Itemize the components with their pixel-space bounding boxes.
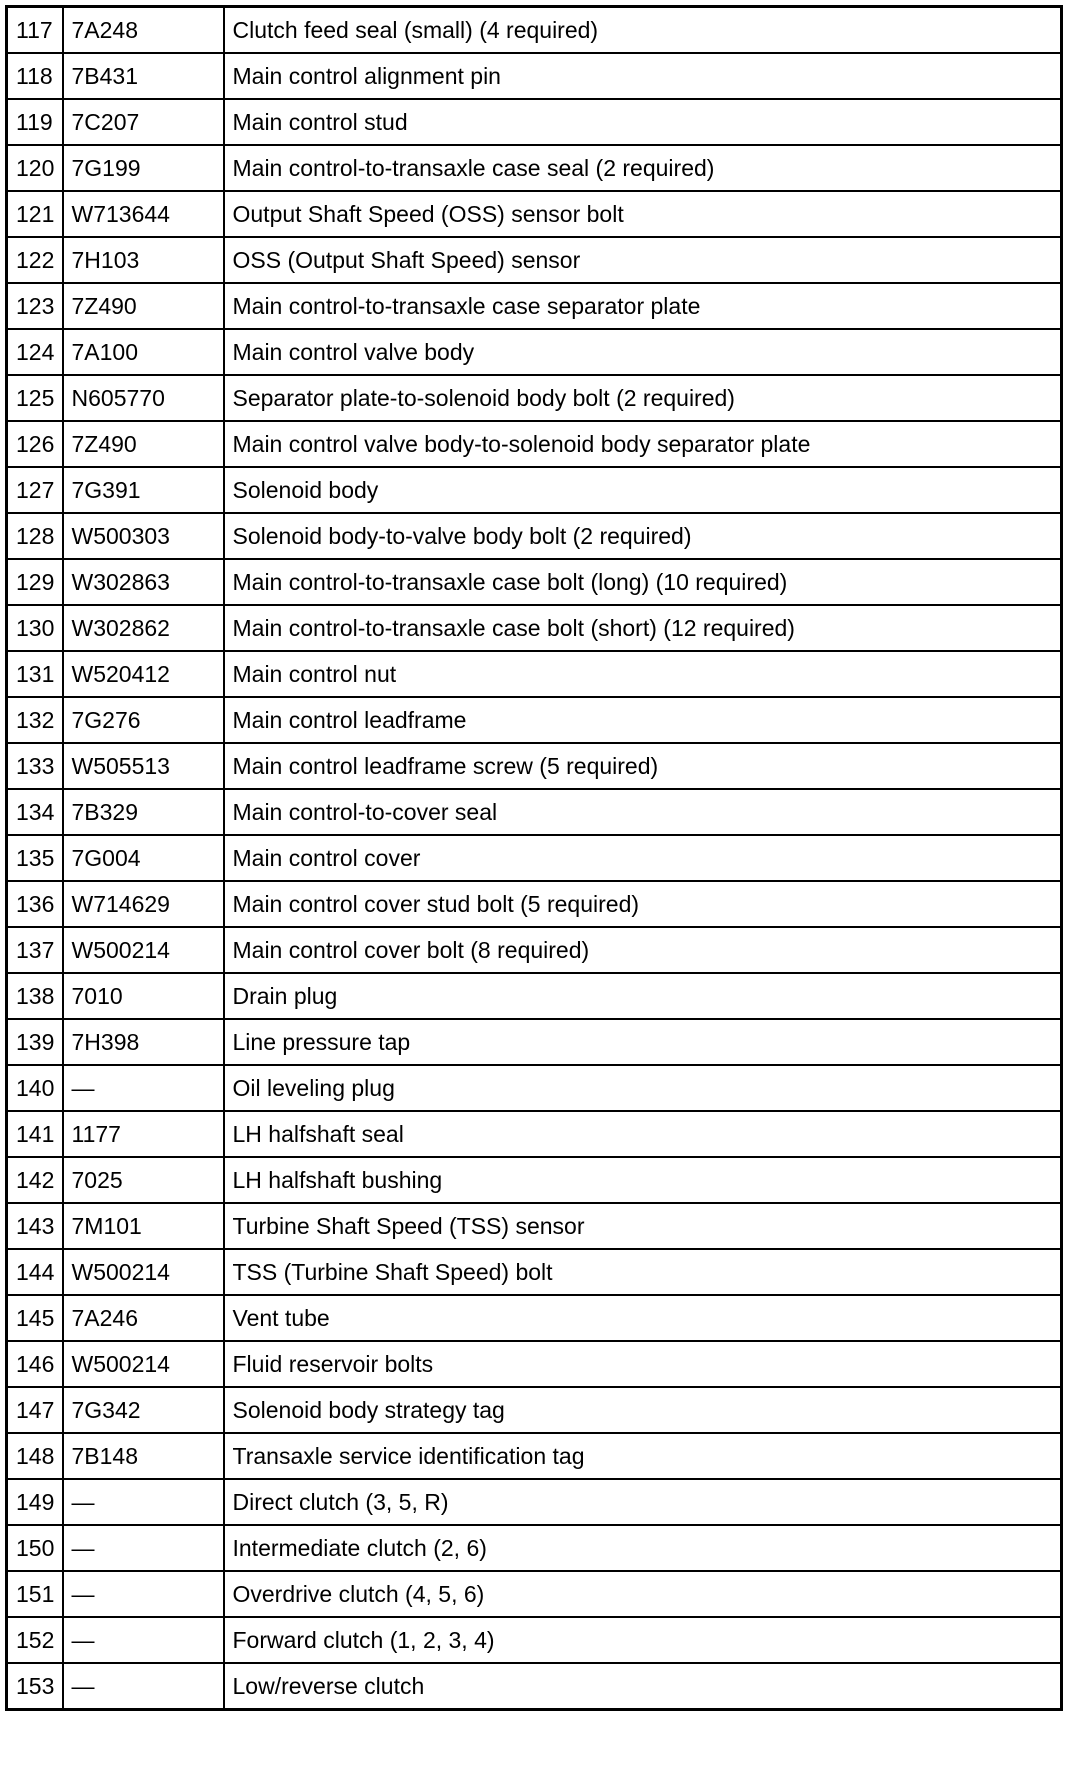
part-number-cell: 7H398 (63, 1019, 224, 1065)
description-cell: Main control-to-transaxle case bolt (short) (12 required) (224, 605, 1062, 651)
description-cell: Fluid reservoir bolts (224, 1341, 1062, 1387)
part-number-cell: 7025 (63, 1157, 224, 1203)
item-number-cell: 133 (7, 743, 63, 789)
description-cell: Intermediate clutch (2, 6) (224, 1525, 1062, 1571)
table-row (7, 1341, 1062, 1387)
description-cell: Forward clutch (1, 2, 3, 4) (224, 1617, 1062, 1663)
description-cell: Line pressure tap (224, 1019, 1062, 1065)
description-cell: OSS (Output Shaft Speed) sensor (224, 237, 1062, 283)
part-number-cell: — (63, 1617, 224, 1663)
item-number-cell: 148 (7, 1433, 63, 1479)
table-row (7, 973, 1062, 1019)
table-row (7, 329, 1062, 375)
table-row (7, 927, 1062, 973)
table-row (7, 237, 1062, 283)
item-number-cell: 134 (7, 789, 63, 835)
table-row (7, 1157, 1062, 1203)
part-number-cell: 7Z490 (63, 283, 224, 329)
description-cell: LH halfshaft seal (224, 1111, 1062, 1157)
item-number-cell: 120 (7, 145, 63, 191)
part-number-cell: W520412 (63, 651, 224, 697)
description-cell: Main control leadframe (224, 697, 1062, 743)
part-number-cell: — (63, 1065, 224, 1111)
description-cell: Separator plate-to-solenoid body bolt (2 required) (224, 375, 1062, 421)
part-number-cell: 7G391 (63, 467, 224, 513)
item-number-cell: 143 (7, 1203, 63, 1249)
part-number-cell: W505513 (63, 743, 224, 789)
item-number-cell: 128 (7, 513, 63, 559)
table-row (7, 1111, 1062, 1157)
description-cell: Main control valve body (224, 329, 1062, 375)
description-cell: Overdrive clutch (4, 5, 6) (224, 1571, 1062, 1617)
part-number-cell: 1177 (63, 1111, 224, 1157)
part-number-cell: 7G199 (63, 145, 224, 191)
item-number-cell: 151 (7, 1571, 63, 1617)
item-number-cell: 122 (7, 237, 63, 283)
item-number-cell: 125 (7, 375, 63, 421)
item-number-cell: 127 (7, 467, 63, 513)
table-row (7, 835, 1062, 881)
table-row (7, 1663, 1062, 1710)
description-cell: Main control cover (224, 835, 1062, 881)
item-number-cell: 124 (7, 329, 63, 375)
table-row (7, 1387, 1062, 1433)
part-number-cell: — (63, 1571, 224, 1617)
table-row (7, 1479, 1062, 1525)
item-number-cell: 142 (7, 1157, 63, 1203)
table-row (7, 1065, 1062, 1111)
part-number-cell: — (63, 1479, 224, 1525)
item-number-cell: 131 (7, 651, 63, 697)
description-cell: Main control nut (224, 651, 1062, 697)
description-cell: Main control cover bolt (8 required) (224, 927, 1062, 973)
part-number-cell: W500214 (63, 1249, 224, 1295)
table-row (7, 375, 1062, 421)
description-cell: Main control stud (224, 99, 1062, 145)
description-cell: Main control valve body-to-solenoid body separator plate (224, 421, 1062, 467)
item-number-cell: 141 (7, 1111, 63, 1157)
item-number-cell: 117 (7, 7, 63, 54)
item-number-cell: 132 (7, 697, 63, 743)
description-cell: Solenoid body (224, 467, 1062, 513)
item-number-cell: 147 (7, 1387, 63, 1433)
part-number-cell: W500214 (63, 1341, 224, 1387)
description-cell: Main control alignment pin (224, 53, 1062, 99)
table-row (7, 743, 1062, 789)
description-cell: Turbine Shaft Speed (TSS) sensor (224, 1203, 1062, 1249)
part-number-cell: 7G276 (63, 697, 224, 743)
table-row (7, 1525, 1062, 1571)
part-number-cell: W302862 (63, 605, 224, 651)
part-number-cell: 7A246 (63, 1295, 224, 1341)
item-number-cell: 150 (7, 1525, 63, 1571)
table-row (7, 283, 1062, 329)
table-row (7, 605, 1062, 651)
item-number-cell: 153 (7, 1663, 63, 1710)
item-number-cell: 140 (7, 1065, 63, 1111)
table-row (7, 1295, 1062, 1341)
part-number-cell: W302863 (63, 559, 224, 605)
item-number-cell: 136 (7, 881, 63, 927)
part-number-cell: 7B329 (63, 789, 224, 835)
table-row (7, 99, 1062, 145)
parts-table-body (7, 7, 1062, 1710)
part-number-cell: — (63, 1663, 224, 1710)
description-cell: Low/reverse clutch (224, 1663, 1062, 1710)
description-cell: Direct clutch (3, 5, R) (224, 1479, 1062, 1525)
table-row (7, 145, 1062, 191)
part-number-cell: 7Z490 (63, 421, 224, 467)
table-row (7, 421, 1062, 467)
part-number-cell: 7B431 (63, 53, 224, 99)
part-number-cell: 7G342 (63, 1387, 224, 1433)
item-number-cell: 137 (7, 927, 63, 973)
table-row (7, 1571, 1062, 1617)
item-number-cell: 144 (7, 1249, 63, 1295)
item-number-cell: 130 (7, 605, 63, 651)
table-row (7, 1203, 1062, 1249)
part-number-cell: 7A248 (63, 7, 224, 54)
table-row (7, 191, 1062, 237)
table-row (7, 7, 1062, 54)
item-number-cell: 152 (7, 1617, 63, 1663)
parts-table (5, 5, 1063, 1711)
item-number-cell: 145 (7, 1295, 63, 1341)
description-cell: Main control cover stud bolt (5 required) (224, 881, 1062, 927)
part-number-cell: N605770 (63, 375, 224, 421)
part-number-cell: W714629 (63, 881, 224, 927)
description-cell: Main control-to-transaxle case separator plate (224, 283, 1062, 329)
item-number-cell: 149 (7, 1479, 63, 1525)
item-number-cell: 119 (7, 99, 63, 145)
table-row (7, 881, 1062, 927)
description-cell: Output Shaft Speed (OSS) sensor bolt (224, 191, 1062, 237)
description-cell: TSS (Turbine Shaft Speed) bolt (224, 1249, 1062, 1295)
description-cell: Main control-to-cover seal (224, 789, 1062, 835)
part-number-cell: 7C207 (63, 99, 224, 145)
part-number-cell: 7010 (63, 973, 224, 1019)
part-number-cell: 7G004 (63, 835, 224, 881)
table-row (7, 789, 1062, 835)
part-number-cell: 7H103 (63, 237, 224, 283)
table-row (7, 513, 1062, 559)
table-row (7, 1617, 1062, 1663)
description-cell: Transaxle service identification tag (224, 1433, 1062, 1479)
description-cell: Clutch feed seal (small) (4 required) (224, 7, 1062, 54)
part-number-cell: 7M101 (63, 1203, 224, 1249)
part-number-cell: W500214 (63, 927, 224, 973)
item-number-cell: 118 (7, 53, 63, 99)
item-number-cell: 139 (7, 1019, 63, 1065)
part-number-cell: W500303 (63, 513, 224, 559)
item-number-cell: 146 (7, 1341, 63, 1387)
table-row (7, 559, 1062, 605)
part-number-cell: 7A100 (63, 329, 224, 375)
item-number-cell: 126 (7, 421, 63, 467)
item-number-cell: 123 (7, 283, 63, 329)
table-row (7, 1019, 1062, 1065)
part-number-cell: — (63, 1525, 224, 1571)
item-number-cell: 135 (7, 835, 63, 881)
item-number-cell: 138 (7, 973, 63, 1019)
description-cell: Solenoid body strategy tag (224, 1387, 1062, 1433)
table-row (7, 53, 1062, 99)
description-cell: LH halfshaft bushing (224, 1157, 1062, 1203)
part-number-cell: W713644 (63, 191, 224, 237)
description-cell: Main control leadframe screw (5 required) (224, 743, 1062, 789)
description-cell: Solenoid body-to-valve body bolt (2 required) (224, 513, 1062, 559)
table-row (7, 697, 1062, 743)
description-cell: Main control-to-transaxle case seal (2 required) (224, 145, 1062, 191)
description-cell: Drain plug (224, 973, 1062, 1019)
item-number-cell: 121 (7, 191, 63, 237)
description-cell: Vent tube (224, 1295, 1062, 1341)
table-row (7, 651, 1062, 697)
table-row (7, 467, 1062, 513)
table-row (7, 1433, 1062, 1479)
table-row (7, 1249, 1062, 1295)
item-number-cell: 129 (7, 559, 63, 605)
part-number-cell: 7B148 (63, 1433, 224, 1479)
description-cell: Oil leveling plug (224, 1065, 1062, 1111)
description-cell: Main control-to-transaxle case bolt (long) (10 required) (224, 559, 1062, 605)
